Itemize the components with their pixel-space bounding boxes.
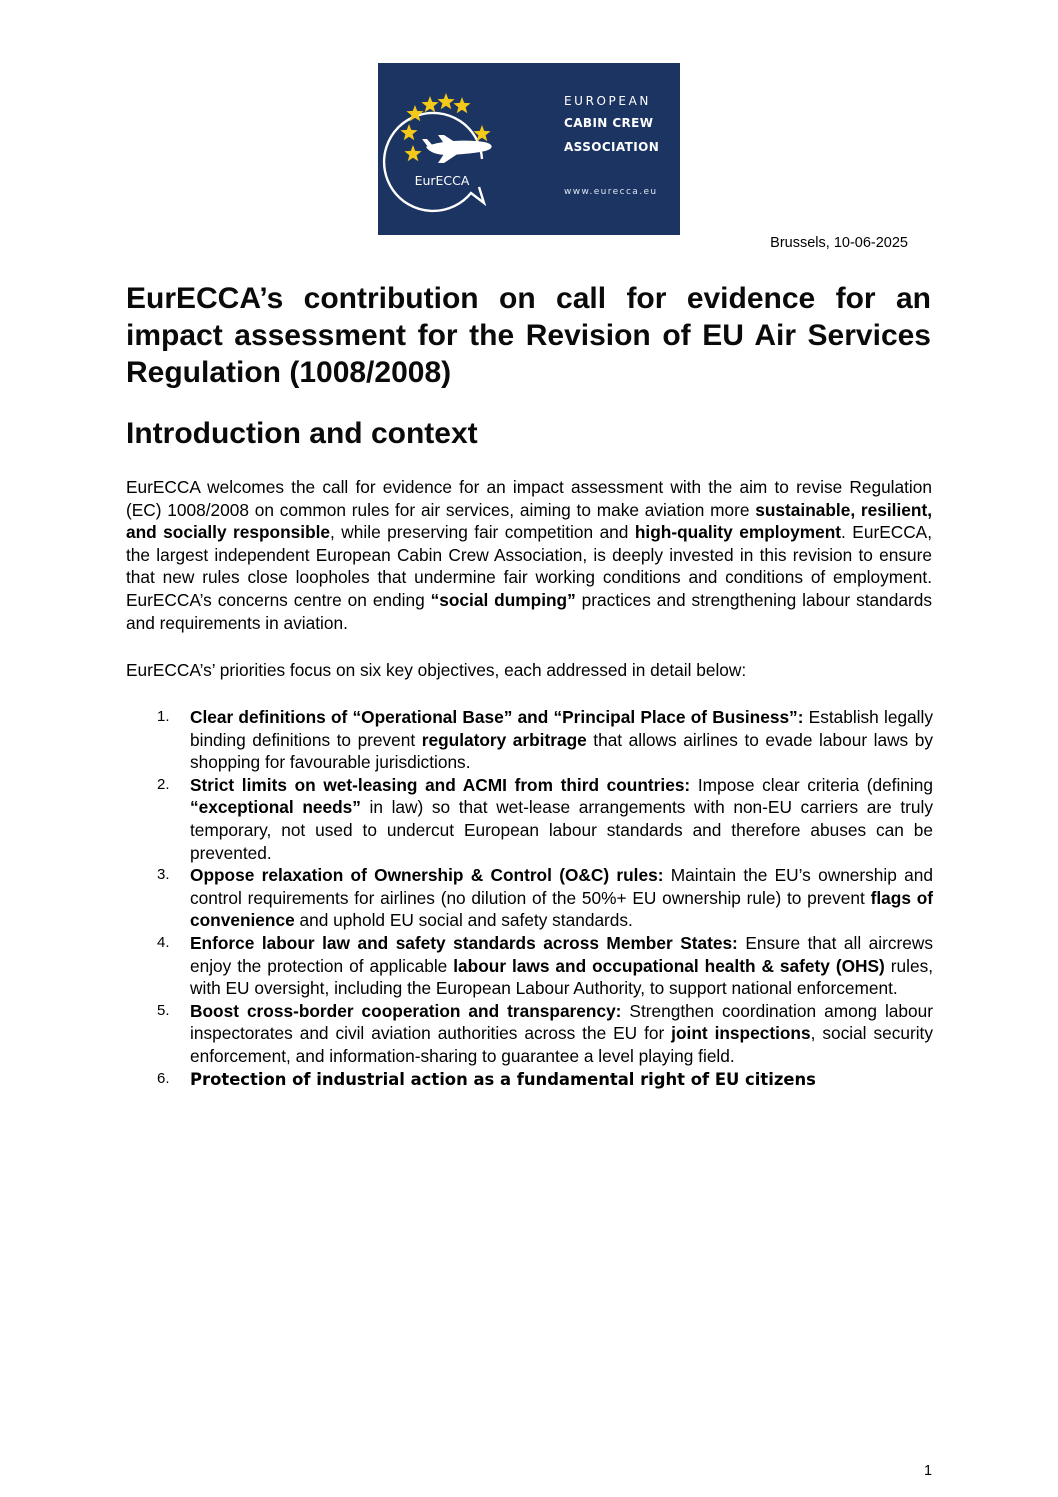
item-text: and uphold EU social and safety standards. [294,910,633,931]
intro-bold-1: sustainable, resilient, and socially responsible [126,499,932,543]
page-number: 1 [924,1463,933,1479]
item-text: that allows airlines to evade labour laws by shopping for favourable jurisdictions. [190,729,933,773]
item-text: Maintain the EU’s ownership and control requirements for airlines (no dilution of the 50%+ EU ownership rule) to prevent [190,865,933,908]
list-number: 5. [157,1001,170,1019]
section-heading: Introduction and context [126,417,478,450]
item-heading: Protection of industrial action as a fundamental right of EU citizens [190,1069,816,1089]
logo-badge-text: EurECCA [414,173,470,188]
intro-bold-3: “social dumping” [430,589,576,610]
intro-text-3: . EurECCA, the largest independent European Cabin Crew Association, is deeply invested in this revision to ensure that new rules close loopholes that undermine fair working conditions and conditions of employment. EurECCA’s concerns centre on ending [126,522,933,610]
list-item [157,932,933,1000]
logo-line-association: ASSOCIATION [564,140,660,154]
document-title: EurECCA’s contribution on call for evidence for an impact assessment for the Revision of EU Air Services Regulation (1008/2008) [126,282,931,389]
intro-paragraph [126,476,932,634]
item-text: in law) so that wet-lease arrangements with non-EU carriers are truly temporary, not used to undercut European labour standards and therefore abuses can be prevented. [190,797,933,863]
list-number: 6. [157,1069,170,1087]
logo-line-european: EUROPEAN [564,94,651,108]
item-heading: Strict limits on wet-leasing and ACMI from third countries: [190,774,691,795]
list-number: 3. [157,866,170,884]
item-heading: Boost cross-border cooperation and transparency: [190,1000,622,1021]
list-item [157,1068,933,1092]
item-text: Ensure that all aircrews enjoy the protection of applicable [190,932,933,976]
item-text: Impose clear criteria (defining [690,774,933,795]
intro-text-4: practices and strengthening labour standards and requirements in aviation. [126,589,932,633]
intro-text-2: , while preserving fair competition and [330,522,635,543]
item-bold: flags of convenience [190,887,934,931]
list-number: 2. [157,775,170,793]
priorities-intro: EurECCA’s’ priorities focus on six key objectives, each addressed in detail below: [126,660,747,680]
item-bold: joint inspections [671,1023,811,1044]
list-item [157,1000,933,1068]
intro-text-1: EurECCA welcomes the call for evidence for an impact assessment with the aim to revise Regulation (EC) 1008/2008 on common rules for air services, aiming to make aviation more [126,477,932,520]
item-text: Strengthen coordination among labour inspectorates and civil aviation authorities across the EU for [190,1000,933,1044]
list-number: 4. [157,933,170,951]
list-item [157,864,933,932]
eurecca-logo [378,63,680,235]
list-item [157,774,933,864]
list-number: 1. [157,708,170,725]
document-date: Brussels, 10-06-2025 [770,235,908,251]
item-bold: “exceptional needs” [190,797,361,818]
logo-line-cabin-crew: CABIN CREW [564,116,654,130]
priorities-list [157,706,933,1091]
intro-bold-2: high-quality employment [634,522,842,543]
item-heading: Oppose relaxation of Ownership & Control (O&C) rules: [190,865,664,886]
item-text: rules, with EU oversight, including the European Labour Authority, to support national enforcement. [190,955,934,999]
item-heading: Enforce labour law and safety standards across Member States: [190,932,738,953]
item-bold: regulatory arbitrage [421,729,587,750]
logo-website: www.eurecca.eu [564,187,658,197]
list-item [157,706,933,774]
item-bold: labour laws and occupational health & safety (OHS) [453,955,885,976]
item-text: , social security enforcement, and information-sharing to guarantee a level playing field. [190,1023,933,1066]
item-heading: Clear definitions of “Operational Base” and “Principal Place of Business”: [190,707,804,727]
item-text: Establish legally binding definitions to prevent [190,707,933,750]
